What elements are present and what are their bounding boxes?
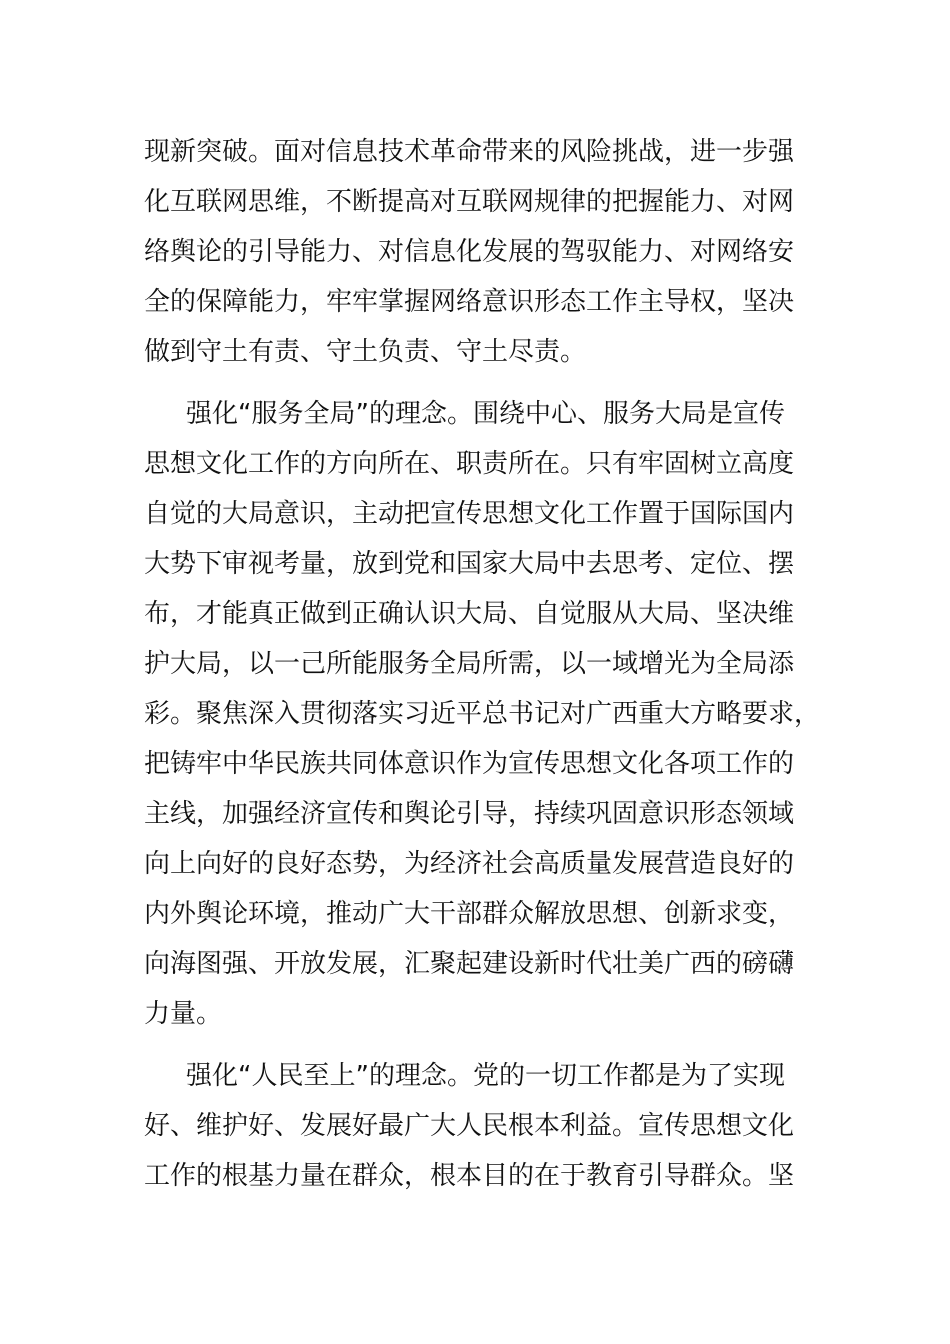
text-line: 彩。聚焦深入贯彻落实习近平总书记对广西重大方略要求，	[144, 699, 821, 729]
paragraph-gap	[144, 377, 808, 389]
text-line: 强化“人民至上”的理念。党的一切工作都是为了实现	[186, 1061, 785, 1091]
document-body	[144, 127, 821, 1201]
text-line: 思想文化工作的方向所在、职责所在。只有牢固树立高度	[144, 449, 795, 479]
text-line: 主线，加强经济宣传和舆论引导，持续巩固意识形态领域	[144, 799, 795, 829]
text-line: 力量。	[144, 999, 223, 1029]
paragraph-1	[144, 127, 808, 377]
paragraph-2	[144, 389, 821, 1039]
text-line: 向海图强、开放发展，汇聚起建设新时代壮美广西的磅礴	[144, 949, 795, 979]
text-line: 全的保障能力，牢牢掌握网络意识形态工作主导权，坚决	[144, 287, 795, 317]
text-line: 化互联网思维，不断提高对互联网规律的把握能力、对网	[144, 187, 795, 217]
text-line: 络舆论的引导能力、对信息化发展的驾驭能力、对网络安	[144, 237, 795, 267]
text-line: 做到守土有责、守土负责、守土尽责。	[144, 337, 587, 367]
text-line: 大势下审视考量，放到党和国家大局中去思考、定位、摆	[144, 549, 795, 579]
text-line: 护大局，以一己所能服务全局所需，以一域增光为全局添	[144, 649, 795, 679]
text-line: 工作的根基力量在群众，根本目的在于教育引导群众。坚	[144, 1161, 795, 1191]
text-line: 把铸牢中华民族共同体意识作为宣传思想文化各项工作的	[144, 749, 795, 779]
text-line: 自觉的大局意识，主动把宣传思想文化工作置于国际国内	[144, 499, 795, 529]
text-line: 现新突破。面对信息技术革命带来的风险挑战，进一步强	[144, 137, 795, 167]
text-line: 好、维护好、发展好最广大人民根本利益。宣传思想文化	[144, 1111, 795, 1141]
paragraph-3	[144, 1051, 808, 1201]
paragraph-gap	[144, 1039, 808, 1051]
text-line: 内外舆论环境，推动广大干部群众解放思想、创新求变，	[144, 899, 795, 929]
text-line: 向上向好的良好态势，为经济社会高质量发展营造良好的	[144, 849, 795, 879]
text-line: 布，才能真正做到正确认识大局、自觉服从大局、坚决维	[144, 599, 795, 629]
text-line: 强化“服务全局”的理念。围绕中心、服务大局是宣传	[186, 399, 785, 429]
